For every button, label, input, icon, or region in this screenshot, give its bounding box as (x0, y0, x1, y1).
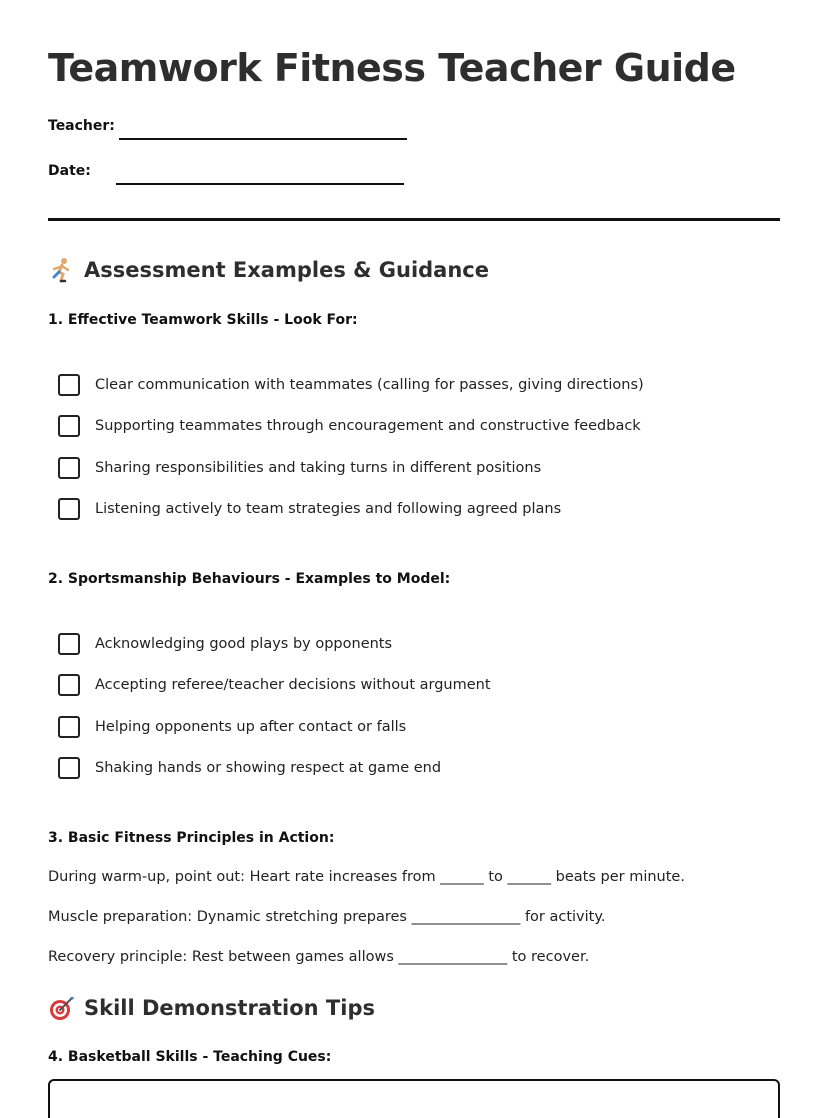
checklist-label: Accepting referee/teacher decisions without argument (95, 677, 491, 693)
teamwork-item[interactable] (58, 457, 541, 479)
checklist-label: Listening actively to team strategies and following agreed plans (95, 501, 562, 517)
teamwork-heading: 1. Effective Teamwork Skills - Look For: (48, 312, 358, 328)
checkbox[interactable] (58, 457, 80, 479)
basketball-cues-textarea[interactable] (48, 1079, 780, 1118)
fitness-line-heart-rate: During warm-up, point out: Heart rate increases from ______ to ______ beats per minute. (48, 869, 685, 885)
checkbox[interactable] (58, 757, 80, 779)
date-field[interactable] (116, 183, 404, 185)
checklist-label: Acknowledging good plays by opponents (95, 636, 393, 652)
checklist-label: Helping opponents up after contact or falls (95, 719, 407, 735)
teacher-field[interactable] (119, 138, 407, 140)
sportsmanship-item[interactable] (58, 757, 441, 779)
checkbox[interactable] (58, 633, 80, 655)
sportsmanship-heading: 2. Sportsmanship Behaviours - Examples to Model: (48, 571, 451, 587)
fitness-heading: 3. Basic Fitness Principles in Action: (48, 830, 335, 846)
checkbox[interactable] (58, 374, 80, 396)
page-title: Teamwork Fitness Teacher Guide (48, 46, 736, 90)
checkbox[interactable] (58, 415, 80, 437)
assessment-title-text: Assessment Examples & Guidance (84, 258, 489, 282)
running-person-icon (48, 256, 76, 284)
header-divider (48, 218, 780, 221)
sportsmanship-item[interactable] (58, 716, 406, 738)
teamwork-item[interactable] (58, 415, 641, 437)
fitness-line-recovery: Recovery principle: Rest between games allows _______________ to recover. (48, 949, 590, 965)
assessment-section-title (48, 256, 489, 284)
sportsmanship-item[interactable] (58, 633, 392, 655)
teamwork-item[interactable] (58, 498, 561, 520)
teacher-label: Teacher: (48, 118, 115, 134)
sportsmanship-item[interactable] (58, 674, 491, 696)
checklist-label: Shaking hands or showing respect at game end (95, 760, 442, 776)
teamwork-item[interactable] (58, 374, 644, 396)
fitness-line-muscle: Muscle preparation: Dynamic stretching prepares _______________ for activity. (48, 909, 606, 925)
checkbox[interactable] (58, 716, 80, 738)
date-label: Date: (48, 163, 91, 179)
basketball-heading: 4. Basketball Skills - Teaching Cues: (48, 1049, 332, 1065)
skills-title-text: Skill Demonstration Tips (84, 996, 375, 1020)
target-dart-icon (48, 994, 76, 1022)
checkbox[interactable] (58, 674, 80, 696)
checklist-label: Supporting teammates through encouragement and constructive feedback (95, 418, 641, 434)
checklist-label: Clear communication with teammates (calling for passes, giving directions) (95, 377, 644, 393)
checklist-label: Sharing responsibilities and taking turns in different positions (95, 460, 542, 476)
checkbox[interactable] (58, 498, 80, 520)
skills-section-title (48, 994, 375, 1022)
